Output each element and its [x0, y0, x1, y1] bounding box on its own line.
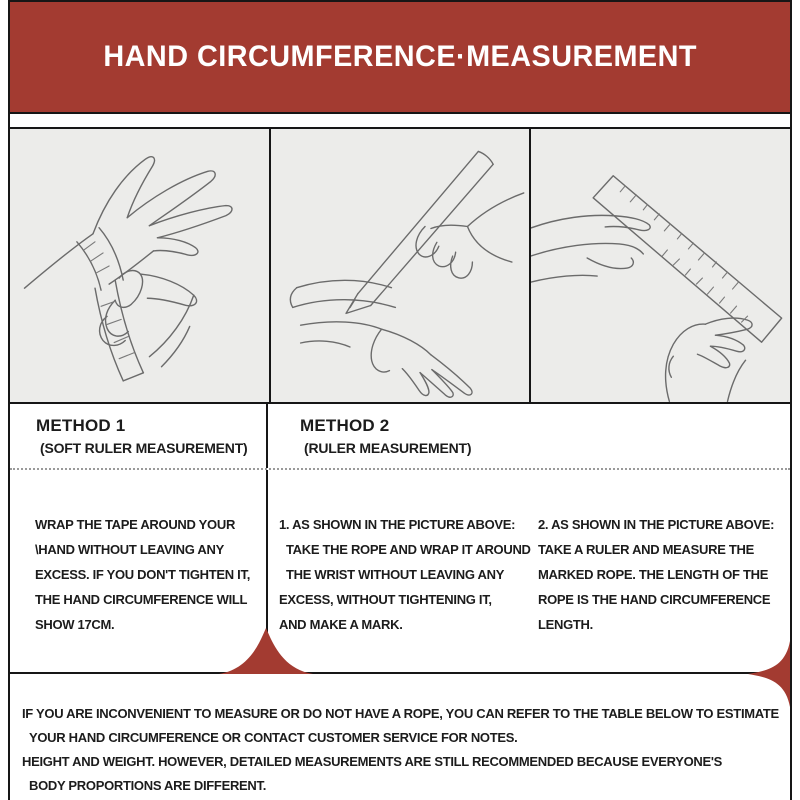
method-1-subtitle: (SOFT RULER MEASUREMENT) [40, 440, 248, 456]
outer-frame [8, 0, 792, 800]
ruler-measuring-rope-illustration [529, 129, 790, 402]
method-1-line: THE HAND CIRCUMFERENCE WILL [35, 592, 248, 607]
method-2-step-1-line: THE WRIST WITHOUT LEAVING ANY [286, 567, 505, 582]
footer-note-line: BODY PROPORTIONS ARE DIFFERENT. [29, 778, 267, 793]
method-1-line: SHOW 17CM. [35, 617, 115, 632]
method-2-step-2-line: LENGTH. [538, 617, 593, 632]
tape-measure-hand-icon [10, 129, 269, 402]
footer-note-line: IF YOU ARE INCONVENIENT TO MEASURE OR DO NOT HAVE A ROPE, YOU CAN REFER TO THE TABLE BELOW TO ESTIMATE [22, 706, 779, 721]
method-1-header [10, 404, 268, 468]
ruler-measure-hand-icon [531, 129, 790, 402]
pen-marking-hand-icon [271, 129, 530, 402]
method-1-line: EXCESS. IF YOU DON'T TIGHTEN IT, [35, 567, 250, 582]
illustration-panels [10, 129, 790, 404]
method-2-step-2-line: ROPE IS THE HAND CIRCUMFERENCE [538, 592, 771, 607]
method-1-title: METHOD 1 [36, 416, 126, 435]
method-2-step-2-line: TAKE A RULER AND MEASURE THE [538, 542, 754, 557]
soft-tape-measure-hand-illustration [10, 129, 269, 402]
footer-note-line: HEIGHT AND WEIGHT. HOWEVER, DETAILED MEASUREMENTS ARE STILL RECOMMENDED BECAUSE EVERYONE'S [22, 754, 723, 769]
pen-marking-rope-on-wrist-illustration [269, 129, 530, 402]
method-2-title: METHOD 2 [300, 416, 390, 435]
footer-note-line: YOUR HAND CIRCUMFERENCE OR CONTACT CUSTOMER SERVICE FOR NOTES. [29, 730, 518, 745]
title-banner [10, 2, 790, 114]
method-2-step-2-line: MARKED ROPE. THE LENGTH OF THE [538, 567, 769, 582]
page-title: HAND CIRCUMFERENCE·MEASUREMENT [103, 40, 697, 73]
method-2-header [268, 404, 790, 468]
red-spike-up-icon [219, 628, 313, 674]
footer-note [10, 674, 790, 798]
red-spike-left-icon [748, 641, 790, 707]
banner-gap [10, 114, 790, 129]
method-2-subtitle: (RULER MEASUREMENT) [304, 440, 472, 456]
method-2-step-1-line: 1. AS SHOWN IN THE PICTURE ABOVE: [279, 517, 516, 532]
method-1-line: \HAND WITHOUT LEAVING ANY [35, 542, 224, 557]
method-1-line: WRAP THE TAPE AROUND YOUR [35, 517, 236, 532]
method-2-step-1-line: TAKE THE ROPE AND WRAP IT AROUND [286, 542, 531, 557]
method-2-step-1-line: AND MAKE A MARK. [279, 617, 403, 632]
method-2-step-2-line: 2. AS SHOWN IN THE PICTURE ABOVE: [538, 517, 775, 532]
method-descriptions [10, 470, 790, 674]
method-2-step-1-line: EXCESS, WITHOUT TIGHTENING IT, [279, 592, 492, 607]
method-headers [10, 404, 790, 470]
